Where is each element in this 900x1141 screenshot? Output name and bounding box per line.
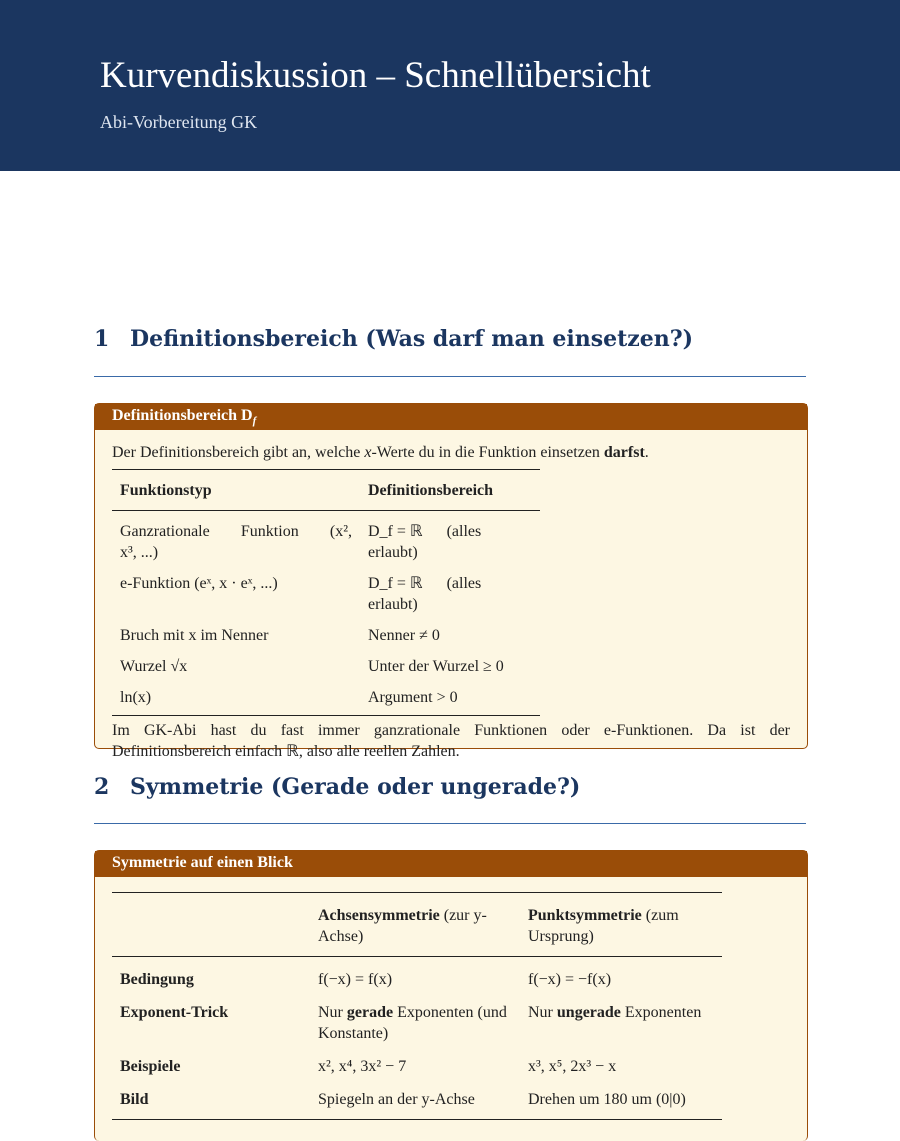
page-subtitle: Abi-Vorbereitung GK [100, 112, 258, 132]
section-heading-definitionsbereich [94, 326, 693, 352]
intro-text: Der Definitionsbereich gibt an, welche x-Werte du in die Funktion einsetzen darfst. [112, 444, 649, 461]
table-row: Ganzrationale Funktion (x², x³, ...) D_f = ℝ (alles erlaubt) [120, 523, 482, 561]
column-header: Definitionsbereich [368, 482, 494, 499]
table-row: ln(x) Argument > 0 [120, 689, 458, 706]
table-header-row [112, 893, 722, 957]
table-header-row [112, 470, 540, 511]
table-row: Exponent-Trick Nur gerade Exponenten (und Konstante) Nur ungerade Exponenten [120, 1004, 702, 1042]
table-row: Bild Spiegeln an der y-Achse Drehen um 180 um (0|0) [120, 1091, 686, 1108]
section-rule [94, 823, 806, 824]
section-title: Symmetrie (Gerade oder ungerade?) [130, 774, 581, 800]
table-row: Bruch mit x im Nenner Nenner ≠ 0 [120, 627, 440, 644]
definitionsbereich-box [94, 403, 808, 760]
page-title: Kurvendiskussion – Schnellübersicht [100, 55, 651, 96]
table-row: Beispiele x², x⁴, 3x² − 7 x³, x⁵, 2x³ − x [120, 1058, 617, 1075]
section-number: 1 [94, 326, 110, 352]
box-title: Definitionsbereich $D_f$ [95, 404, 807, 430]
column-header: Punktsymmetrie (zum Ursprung) [528, 907, 679, 945]
symmetrie-table [112, 892, 722, 1120]
section-number: 2 [94, 774, 110, 800]
column-header: Achsensymmetrie (zur y-Achse) [318, 907, 487, 945]
table-row: Wurzel √x Unter der Wurzel ≥ 0 [120, 658, 504, 675]
table-row: e-Funktion (eˣ, x · eˣ, ...) D_f = ℝ (alles erlaubt) [120, 575, 482, 613]
definitionsbereich-table [112, 469, 540, 716]
section-title: Definitionsbereich (Was darf man einsetzen?) [130, 326, 694, 352]
symmetrie-box [94, 850, 808, 1141]
section-heading-symmetrie [94, 774, 580, 800]
box-title: Symmetrie auf einen Blick [95, 851, 807, 877]
column-header: Funktionstyp [120, 482, 212, 499]
box-footer-text: Im GK-Abi hast du fast immer ganzrationale Funktionen oder e-Funktionen. Da ist der Definitionsbereich einfach ℝ, also alle reellen Zahlen. [112, 722, 790, 760]
table-row: Bedingung f(−x) = f(x) f(−x) = −f(x) [120, 971, 612, 988]
page-header [0, 0, 900, 171]
section-rule [94, 376, 806, 377]
